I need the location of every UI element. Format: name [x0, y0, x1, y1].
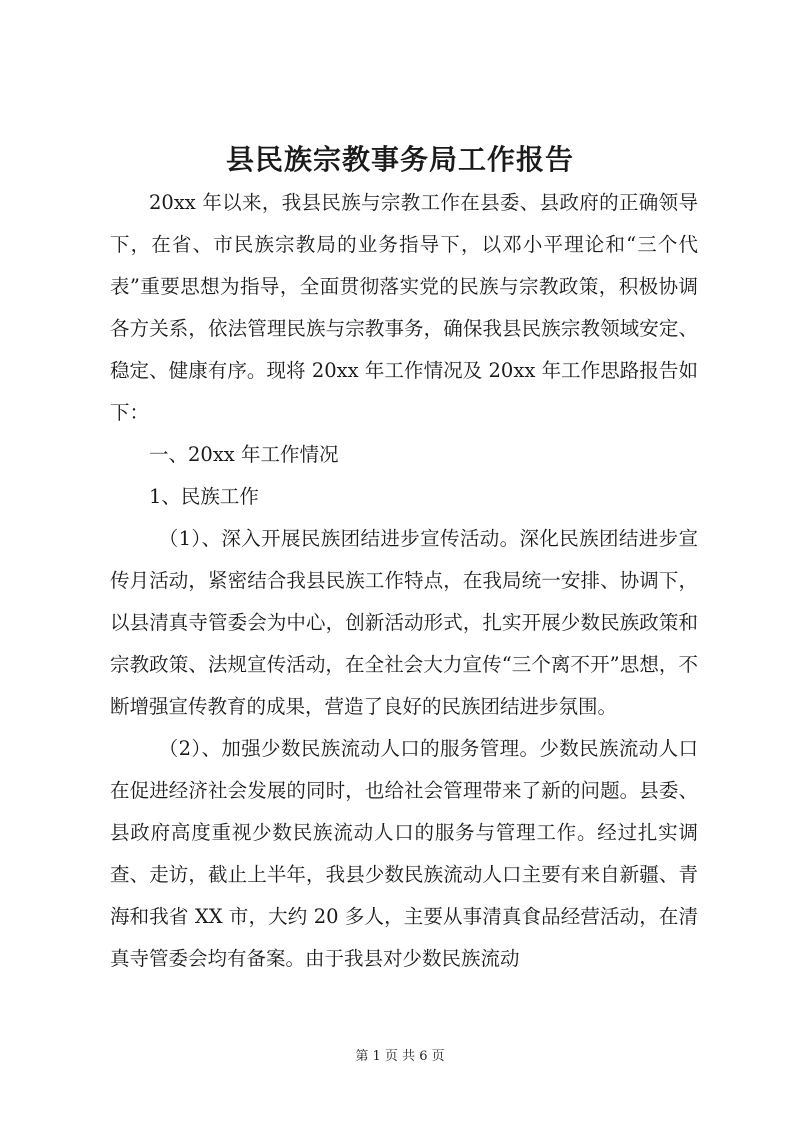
subsection-heading: 1、民族工作: [149, 485, 259, 508]
intro-paragraph: 20xx 年以来，我县民族与宗教工作在县委、县政府的正确领导下，在省、市民族宗教局的业务指导下，以邓小平理论和“三个代表”重要思想为指导，全面贯彻落实党的民族与宗教政策，积极协调各方关系，依法管理民族与宗教事务，确保我县民族宗教领域安定、稳定、健康有序。现将 20xx 年工作情况及 20xx 年工作思路报告如下：: [110, 191, 698, 424]
section-heading: 一、20xx 年工作情况: [149, 443, 339, 466]
page-footer: 第 1 页 共 6 页: [355, 1049, 445, 1064]
document-title: 县民族宗教事务局工作报告: [225, 143, 574, 176]
document-body: [110, 182, 698, 980]
item-paragraph-2: （2）、加强少数民族流动人口的服务管理。少数民族流动人口在促进经济社会发展的同时，也给社会管理带来了新的问题。县委、县政府高度重视少数民族流动人口的服务与管理工作。经过扎实调查、走访，截止上半年，我县少数民族流动人口主要有来自新疆、青海和我省 XX 市，大约 20 多人，主要从事清真食品经营活动，在清真寺管委会均有备案。由于我县对少数民族流动: [110, 737, 698, 970]
item-paragraph-1: （1）、深入开展民族团结进步宣传活动。深化民族团结进步宣传月活动，紧密结合我县民族工作特点，在我局统一安排、协调下，以县清真寺管委会为中心，创新活动形式，扎实开展少数民族政策和宗教政策、法规宣传活动，在全社会大力宣传“三个离不开”思想，不断增强宣传教育的成果，营造了良好的民族团结进步氛围。: [110, 527, 698, 718]
